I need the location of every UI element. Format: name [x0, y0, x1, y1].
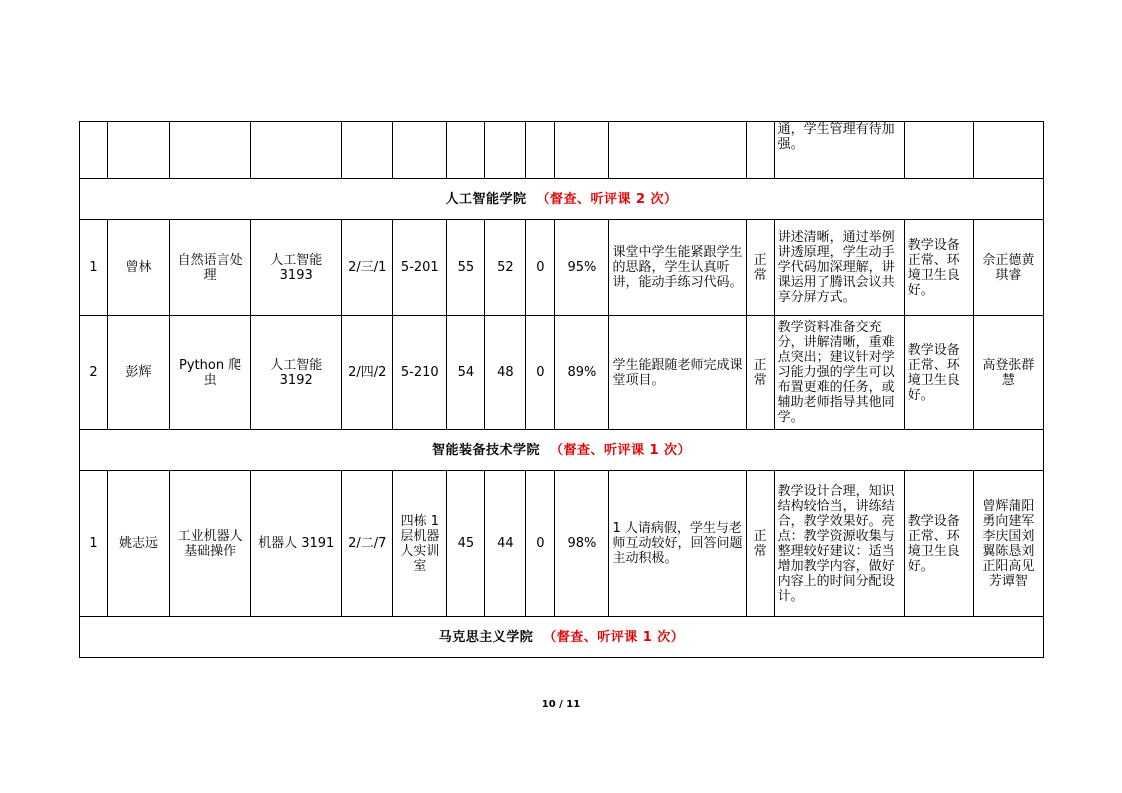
rate-cell	[555, 122, 609, 179]
env-cell: 教学设备正常、环境卫生良好。	[904, 471, 973, 617]
inspector-cell: 佘正德黄琪睿	[973, 220, 1043, 316]
table-row	[80, 122, 1044, 179]
status-text: 正常	[753, 528, 767, 559]
class-cell	[251, 122, 342, 179]
observation-cell: 1 人请病假，学生与老师互动较好，回答问题主动积极。	[609, 471, 746, 617]
teacher-cell: 姚志远	[108, 471, 170, 617]
no-cell: 1	[80, 220, 108, 316]
table-row	[80, 220, 1044, 316]
table-row	[80, 316, 1044, 430]
week-cell: 2/三/1	[342, 220, 393, 316]
present-cell: 44	[485, 471, 526, 617]
no-cell: 2	[80, 316, 108, 430]
room-cell	[393, 122, 447, 179]
section-note: （督查、听评课 2 次）	[536, 191, 678, 207]
course-cell: Python 爬虫	[170, 316, 251, 430]
rate-cell: 98%	[555, 471, 609, 617]
status-text: 正常	[753, 252, 767, 283]
status-cell	[746, 122, 774, 179]
section-title: 智能装备技术学院	[431, 442, 540, 458]
observation-cell: 学生能跟随老师完成课堂项目。	[609, 316, 746, 430]
late-cell	[526, 122, 555, 179]
comment-cell: 教学设计合理，知识结构较恰当，讲练结合，教学效果好。亮点：教学资源收集与整理较好建议：适当增加教学内容，做好内容上的时间分配设计。	[774, 471, 904, 617]
comment-cell: 教学资料准备交充分，讲解清晰，重难点突出；建议针对学习能力强的学生可以布置更难的任务，或辅助老师指导其他同学。	[774, 316, 904, 430]
table-row	[80, 471, 1044, 617]
section-header	[80, 179, 1044, 220]
section-header	[80, 617, 1044, 658]
inspection-table	[79, 121, 1044, 658]
week-cell: 2/四/2	[342, 316, 393, 430]
page-number: 10 / 11	[541, 699, 581, 710]
section-header	[80, 430, 1044, 471]
status-cell	[746, 220, 774, 316]
present-cell: 52	[485, 220, 526, 316]
status-cell	[746, 471, 774, 617]
teacher-cell: 曾林	[108, 220, 170, 316]
inspector-cell: 高登张群慧	[973, 316, 1043, 430]
late-cell: 0	[526, 471, 555, 617]
class-cell: 人工智能3192	[251, 316, 342, 430]
inspector-cell	[973, 122, 1043, 179]
week-cell: 2/二/7	[342, 471, 393, 617]
late-cell: 0	[526, 220, 555, 316]
enrolled-cell: 54	[447, 316, 485, 430]
rate-cell: 89%	[555, 316, 609, 430]
class-cell: 机器人 3191	[251, 471, 342, 617]
enrolled-cell	[447, 122, 485, 179]
env-cell: 教学设备正常、环境卫生良好。	[904, 220, 973, 316]
enrolled-cell: 45	[447, 471, 485, 617]
no-cell	[80, 122, 108, 179]
present-cell: 48	[485, 316, 526, 430]
inspector-cell: 曾辉蒲阳勇向建军李庆国刘翼陈恳刘正阳高见芳谭智	[973, 471, 1043, 617]
comment-cell: 通，学生管理有待加强。	[774, 122, 904, 179]
section-title: 马克思主义学院	[438, 629, 534, 645]
observation-cell	[609, 122, 746, 179]
late-cell: 0	[526, 316, 555, 430]
enrolled-cell: 55	[447, 220, 485, 316]
course-cell: 工业机器人基础操作	[170, 471, 251, 617]
comment-cell: 讲述清晰，通过举例讲透原理，学生动手学代码加深理解，讲课运用了腾讯会议共享分屏方式。	[774, 220, 904, 316]
class-cell: 人工智能3193	[251, 220, 342, 316]
room-cell: 5-201	[393, 220, 447, 316]
env-cell: 教学设备正常、环境卫生良好。	[904, 316, 973, 430]
week-cell	[342, 122, 393, 179]
no-cell: 1	[80, 471, 108, 617]
course-cell: 自然语言处理	[170, 220, 251, 316]
teacher-cell	[108, 122, 170, 179]
section-note: （督查、听评课 1 次）	[543, 629, 685, 645]
room-cell: 5-210	[393, 316, 447, 430]
present-cell	[485, 122, 526, 179]
observation-cell: 课堂中学生能紧跟学生的思路，学生认真听讲，能动手练习代码。	[609, 220, 746, 316]
env-cell	[904, 122, 973, 179]
status-cell	[746, 316, 774, 430]
section-note: （督查、听评课 1 次）	[549, 442, 692, 458]
course-cell	[170, 122, 251, 179]
room-cell: 四栋 1 层机器人实训室	[393, 471, 447, 617]
section-title: 人工智能学院	[445, 191, 527, 207]
rate-cell: 95%	[555, 220, 609, 316]
status-text: 正常	[753, 357, 767, 388]
teacher-cell: 彭辉	[108, 316, 170, 430]
